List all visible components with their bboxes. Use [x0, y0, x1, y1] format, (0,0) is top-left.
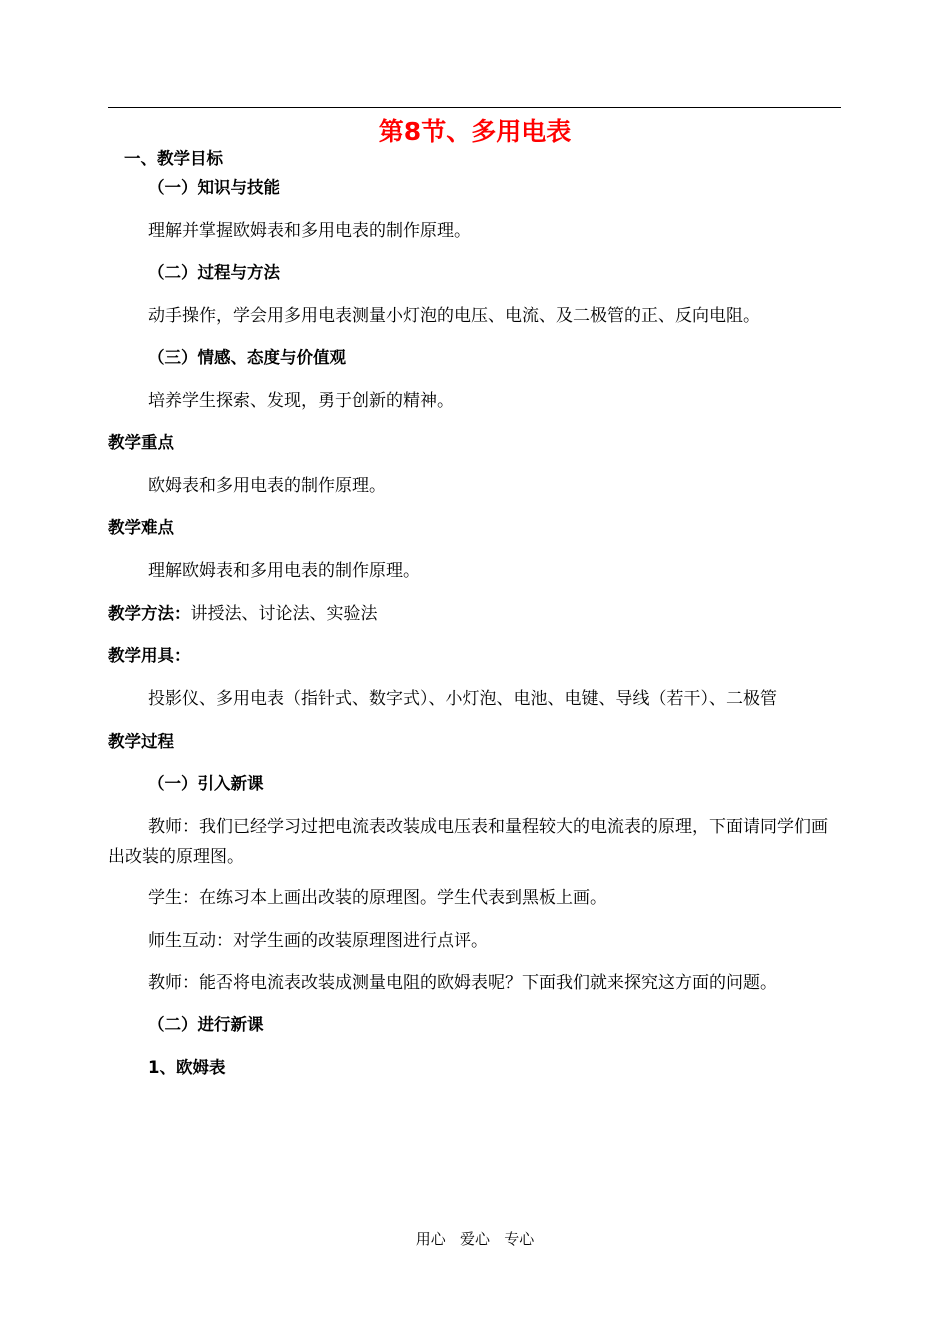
values-text: 培养学生探索、发现，勇于创新的精神。 — [148, 391, 454, 411]
difficulty-heading: 教学难点 — [108, 518, 174, 537]
method-heading: 教学方法： — [108, 604, 191, 623]
intro-paragraph-3: 师生互动：对学生画的改装原理图进行点评。 — [148, 931, 488, 951]
process-section-heading: 教学过程 — [108, 732, 174, 751]
tools-text: 投影仪、多用电表（指针式、数字式）、小灯泡、电池、电键、导线（若干）、二极管 — [148, 689, 777, 709]
process-heading: （二）过程与方法 — [148, 263, 280, 282]
difficulty-text: 理解欧姆表和多用电表的制作原理。 — [148, 561, 420, 581]
method-text: 讲授法、讨论法、实验法 — [190, 604, 378, 624]
new-lesson-heading: （二）进行新课 — [148, 1015, 264, 1034]
intro-heading: （一）引入新课 — [148, 774, 264, 793]
objectives-heading: 一、教学目标 — [124, 149, 223, 168]
knowledge-text: 理解并掌握欧姆表和多用电表的制作原理。 — [148, 221, 471, 241]
knowledge-heading: （一）知识与技能 — [148, 178, 280, 197]
values-heading: （三）情感、态度与价值观 — [148, 348, 346, 367]
process-text: 动手操作，学会用多用电表测量小灯泡的电压、电流、及二极管的正、反向电阻。 — [148, 306, 760, 326]
intro-paragraph-2: 学生：在练习本上画出改装的原理图。学生代表到黑板上画。 — [148, 888, 607, 908]
page-title: 第8节、多用电表 — [378, 117, 572, 146]
ohmmeter-item: 1、欧姆表 — [148, 1058, 226, 1077]
key-point-heading: 教学重点 — [108, 433, 174, 452]
intro-paragraph-4: 教师：能否将电流表改装成测量电阻的欧姆表呢？下面我们就来探究这方面的问题。 — [148, 973, 777, 993]
page-footer: 用心 爱心 专心 — [415, 1230, 535, 1248]
method-line — [108, 601, 378, 627]
header-rule — [108, 107, 841, 108]
tools-heading: 教学用具： — [108, 646, 191, 665]
intro-paragraph-1: 教师：我们已经学习过把电流表改装成电压表和量程较大的电流表的原理，下面请同学们画出改装的原理图。 — [108, 817, 828, 867]
key-point-text: 欧姆表和多用电表的制作原理。 — [148, 476, 386, 496]
